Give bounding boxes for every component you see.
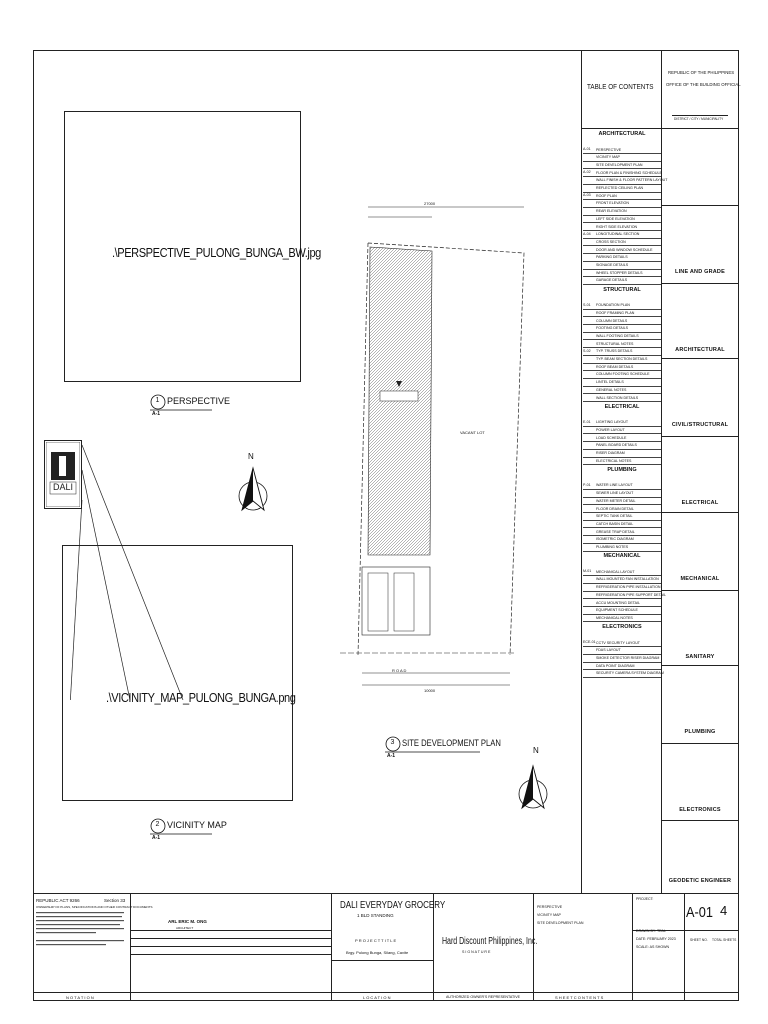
- toc-row-name: FLOOR PLAN & FINISHING SCHEDULE: [596, 170, 662, 175]
- toc-row-name: RIGHT SIDE ELEVATION: [596, 224, 638, 229]
- toc-row-name: WHEEL STOPPER DETAILS: [596, 270, 643, 275]
- toc-row-name: PLUMBING NOTES: [596, 545, 629, 549]
- tb-notation-label: N O T A T I O N: [66, 995, 94, 1000]
- tb-location: Brgy. Pulong Bunga, Silang, Cavite: [346, 950, 409, 955]
- toc-row-name: SEPTIC TANK DETAIL: [596, 514, 633, 519]
- toc-row-name: ELECTRICAL NOTES: [596, 458, 632, 463]
- tb-project-code: PROJECT:: [636, 897, 654, 901]
- category-label: ELECTRICAL: [681, 500, 719, 506]
- vicinity-sheet: A-1: [152, 835, 161, 841]
- toc-row-name: LIGHTING LAYOUT: [596, 420, 629, 425]
- toc-row-name: GARAGE DETAILS: [596, 278, 628, 283]
- toc-row-name: POWER LAYOUT: [596, 427, 625, 432]
- tb-scale: SCALE: AS SHOWN: [636, 945, 670, 949]
- toc-row-name: COLUMN DETAILS: [596, 318, 628, 323]
- toc-row-code: P-01: [583, 482, 591, 487]
- tb-date: DATE: FEBRUARY 2023: [636, 937, 676, 941]
- toc-row: [583, 544, 661, 552]
- toc-district: DISTRICT / CITY / MUNICIPALITY: [674, 117, 724, 121]
- north-arrow-2-icon: [516, 752, 550, 814]
- toc-row-name: ROOF PLAN: [596, 193, 617, 198]
- toc-row: [583, 457, 661, 465]
- toc-row: [583, 277, 661, 285]
- toc-row-code: A-02: [583, 170, 591, 175]
- site-plan-sheet: A-1: [387, 753, 396, 759]
- category-label: ELECTRONICS: [679, 807, 721, 813]
- category-label: GEODETIC ENGINEER: [668, 878, 732, 884]
- toc-row-code: A-04: [583, 231, 591, 236]
- toc-row-name: GENERAL NOTES: [596, 387, 627, 392]
- category-divider: [661, 205, 739, 206]
- category-label: SANITARY: [685, 654, 715, 660]
- site-plan-title-block: [385, 736, 501, 762]
- toc-row-name: WALL SECTION DETAILS: [596, 395, 639, 400]
- tb-div-2: [331, 893, 332, 1001]
- tb-div-5: [632, 893, 633, 1001]
- toc-row-name: WALL FINISH & FLOOR PATTERN LAYOUT: [596, 178, 668, 183]
- toc-row: [583, 394, 661, 402]
- tb-architect-role: ARCHITECT: [176, 926, 194, 930]
- toc-section-header: ELECTRICAL: [604, 403, 640, 410]
- category-label: CIVIL/STRUCTURAL: [671, 422, 729, 428]
- toc-row-name: RISER DIAGRAM: [596, 451, 625, 455]
- tb-row-3: [130, 946, 331, 947]
- toc-row-name: ACCU MOUNTING DETAIL: [596, 600, 641, 605]
- toc-row-name: FOUNDATION PLAN: [596, 303, 630, 308]
- category-divider: [661, 358, 739, 359]
- toc-row: [583, 670, 664, 678]
- toc-row-name: WALL FOOTING DETAILS: [596, 333, 639, 338]
- category-divider: [661, 436, 739, 437]
- toc-row-name: ISOMETRIC DIAGRAM: [596, 537, 634, 542]
- toc-title: TABLE OF CONTENTS: [587, 84, 654, 91]
- toc-row-name: FRONT ELEVATION: [596, 201, 629, 206]
- perspective-image-placeholder: .\PERSPECTIVE_PULONG_BUNGA_BW.jpg: [112, 245, 321, 260]
- toc-row-code: S-01: [583, 302, 591, 307]
- north-arrow-icon: [236, 454, 270, 516]
- tb-content-3: SITE DEVELOPMENT PLAN: [537, 921, 584, 925]
- vicinity-image-placeholder: .\VICINITY_MAP_PULONG_BUNGA.png: [106, 690, 296, 705]
- tb-div-1: [130, 893, 131, 1001]
- category-label: PLUMBING: [684, 729, 716, 735]
- toc-row-name: GREASE TRAP DETAIL: [596, 529, 635, 534]
- toc-row-name: REFRIGERATION PIPE INSTALLATION: [596, 585, 661, 590]
- toc-row-code: A-01: [583, 147, 591, 151]
- toc-row-name: MECHANICAL NOTES: [596, 615, 633, 620]
- category-divider: [661, 283, 739, 284]
- tb-owner-sub: AUTHORIZED OWNER'S REPRESENTATIVE: [446, 995, 521, 999]
- toc-row-name: CATCH BASIN DETAIL: [596, 521, 634, 526]
- tb-owner-label: S I G N A T U R E: [462, 950, 491, 954]
- tb-act: REPUBLIC ACT 9266: [36, 898, 80, 903]
- toc-row-name: LINTEL DETAILS: [596, 380, 624, 385]
- toc-row-name: PANEL BOARD DETAILS: [596, 443, 637, 448]
- toc-row-name: EQUIPMENT SCHEDULE: [596, 608, 638, 613]
- toc-row-name: WALL MOUNTED FAN INSTALLATION: [596, 577, 659, 582]
- perspective-sheet: A-1: [152, 411, 161, 417]
- toc-row-name: DOOR AND WINDOW SCHEDULE: [596, 247, 653, 252]
- category-label: LINE AND GRADE: [675, 269, 725, 275]
- tb-sheet-no-label: SHEET NO.: [690, 938, 708, 942]
- site-development-plan-drawing: [340, 195, 540, 705]
- tb-act-fine-print: [36, 912, 128, 957]
- toc-row-name: WATER LINE LAYOUT: [596, 483, 633, 488]
- perspective-num: 1: [155, 397, 160, 404]
- toc-section-header: ARCHITECTURAL: [598, 131, 646, 137]
- toc-row-name: FLOOR DRAIN DETAIL: [596, 506, 634, 511]
- toc-row-name: LOAD SCHEDULE: [596, 435, 627, 440]
- toc-row-name: REAR ELEVATION: [596, 209, 627, 214]
- toc-row-name: REFRIGERATION PIPE SUPPORT DETAIL: [596, 592, 667, 597]
- tb-project: DALI EVERYDAY GROCERY: [340, 900, 446, 911]
- vicinity-image-frame: [62, 545, 296, 801]
- toc-row-name: ROOF BEAM DETAILS: [596, 364, 634, 369]
- tb-total-label: TOTAL SHEETS: [712, 938, 737, 942]
- tb-section: Section 33: [104, 898, 126, 903]
- toc-row-name: SITE DEVELOPMENT PLAN: [596, 162, 643, 167]
- category-divider: [661, 665, 739, 666]
- tb-project-title-label: P R O J E C T T I T L E: [355, 938, 397, 943]
- tb-row-5: [331, 960, 433, 961]
- toc-row-name: DATA POINT DIAGRAM: [596, 663, 635, 668]
- category-label: MECHANICAL: [680, 576, 720, 582]
- toc-row-name: COLUMN FOOTING SCHEDULE: [596, 372, 650, 377]
- toc-section-header: PLUMBING: [607, 466, 637, 473]
- tb-architect: ARL ERIC M. ONG: [168, 919, 207, 924]
- toc-row-name: STRUCTURAL NOTES: [596, 341, 634, 346]
- toc-row-name: SECURITY CAMERA SYSTEM DIAGRAM: [596, 671, 664, 676]
- category-divider: [661, 590, 739, 591]
- toc-row-code: S-02: [583, 348, 591, 353]
- category-divider: [661, 512, 739, 513]
- toc-row-name: CCTV SECURITY LAYOUT: [596, 640, 640, 645]
- toc-row-name: SMOKE DETECTOR RISER DIAGRAM: [596, 656, 660, 660]
- toc-row-name: LONGITUDINAL SECTION: [596, 232, 640, 237]
- site-road-label: R O A D: [392, 668, 407, 673]
- north-label: N: [248, 452, 254, 461]
- tb-row-4: [130, 954, 331, 955]
- logo-text: DALI: [53, 482, 74, 492]
- tb-div-6: [684, 893, 685, 1001]
- toc-row-name: FDAS LAYOUT: [596, 648, 621, 653]
- site-dim-top: 27000: [424, 201, 436, 206]
- toc-row-name: TYP. BEAM SECTION DETAILS: [596, 357, 648, 361]
- toc-office: OFFICE OF THE BUILDING OFFICIAL: [666, 82, 741, 87]
- site-plan-num: 3: [390, 739, 395, 746]
- toc-row-code: M-01: [583, 569, 592, 574]
- vicinity-title-block: [150, 818, 230, 844]
- toc-row-name: MECHANICAL LAYOUT: [596, 569, 635, 574]
- north-label-2: N: [533, 746, 539, 755]
- titleblock-top-line: [33, 893, 739, 894]
- toc-mid-border: [661, 50, 662, 893]
- tb-sheet-contents-label: S H E E T C O N T E N T S: [555, 995, 604, 1000]
- tb-content-2: VICINITY MAP: [537, 913, 561, 917]
- site-dim-bottom: 10000: [424, 688, 436, 693]
- toc-row-name: TYP. TRUSS DETAILS: [596, 349, 633, 354]
- toc-row-name: PERSPECTIVE: [596, 147, 622, 152]
- toc-row-name: VICINITY MAP: [596, 155, 620, 160]
- toc-row-name: PARKING DETAILS: [596, 255, 628, 260]
- tb-row-2: [130, 938, 331, 939]
- category-divider: [661, 743, 739, 744]
- tb-owner: Hard Discount Philippines, Inc.: [442, 936, 538, 947]
- toc-section-header: ELECTRONICS: [602, 624, 642, 631]
- tb-location-label: L O C A T I O N: [363, 995, 391, 1000]
- toc-left-border: [581, 50, 582, 893]
- toc-row-code: A-03: [583, 193, 591, 198]
- toc-section-header: MECHANICAL: [603, 553, 641, 560]
- toc-row-name: ROOF FRAMING PLAN: [596, 310, 635, 315]
- tb-content-1: PERSPECTIVE: [537, 905, 563, 909]
- tb-div-4: [533, 893, 534, 1001]
- toc-row-name: LEFT SIDE ELEVATION: [596, 216, 635, 221]
- toc-row-name: WATER METER DETAIL: [596, 498, 636, 503]
- site-vacant-lot-label: VACANT LOT: [460, 430, 485, 435]
- category-divider: [661, 820, 739, 821]
- tb-drawn: DRAWN BY: TEAL: [636, 929, 666, 933]
- toc-republic: REPUBLIC OF THE PHILIPPINES: [668, 70, 735, 75]
- tb-row-1: [130, 930, 331, 931]
- vicinity-title: VICINITY MAP: [167, 820, 227, 830]
- category-label: ARCHITECTURAL: [675, 347, 725, 353]
- site-plan-title: SITE DEVELOPMENT PLAN: [402, 738, 501, 748]
- toc-row-code: E-01: [583, 419, 591, 424]
- toc-row-code: ECE-01: [583, 640, 596, 645]
- vicinity-num: 2: [155, 821, 160, 828]
- toc-row-name: SEWER LINE LAYOUT: [596, 491, 634, 496]
- tb-act-note: OWNERSHIP OF PLANS, SPECIFICATIONS AND OTHER CONTRACT DOCUMENTS: [36, 905, 153, 909]
- toc-row-name: SIGNAGE DETAILS: [596, 263, 629, 267]
- tb-project-sub: 1 BLD STANDING: [357, 913, 394, 918]
- toc-row-name: REFLECTED CEILING PLAN: [596, 186, 644, 190]
- toc-section-header: STRUCTURAL: [603, 286, 641, 293]
- titleblock-bottom-line: [33, 992, 739, 993]
- toc-row: [583, 614, 661, 622]
- district-underline: [672, 115, 728, 116]
- tb-sheet-no: A-01: [686, 904, 713, 921]
- toc-header-divider: [581, 128, 739, 129]
- toc-row-name: CROSS SECTION: [596, 239, 626, 244]
- tb-sheet-count: 4: [720, 903, 728, 918]
- perspective-title: PERSPECTIVE: [167, 396, 231, 406]
- toc-row-name: FOOTING DETAILS: [596, 326, 629, 331]
